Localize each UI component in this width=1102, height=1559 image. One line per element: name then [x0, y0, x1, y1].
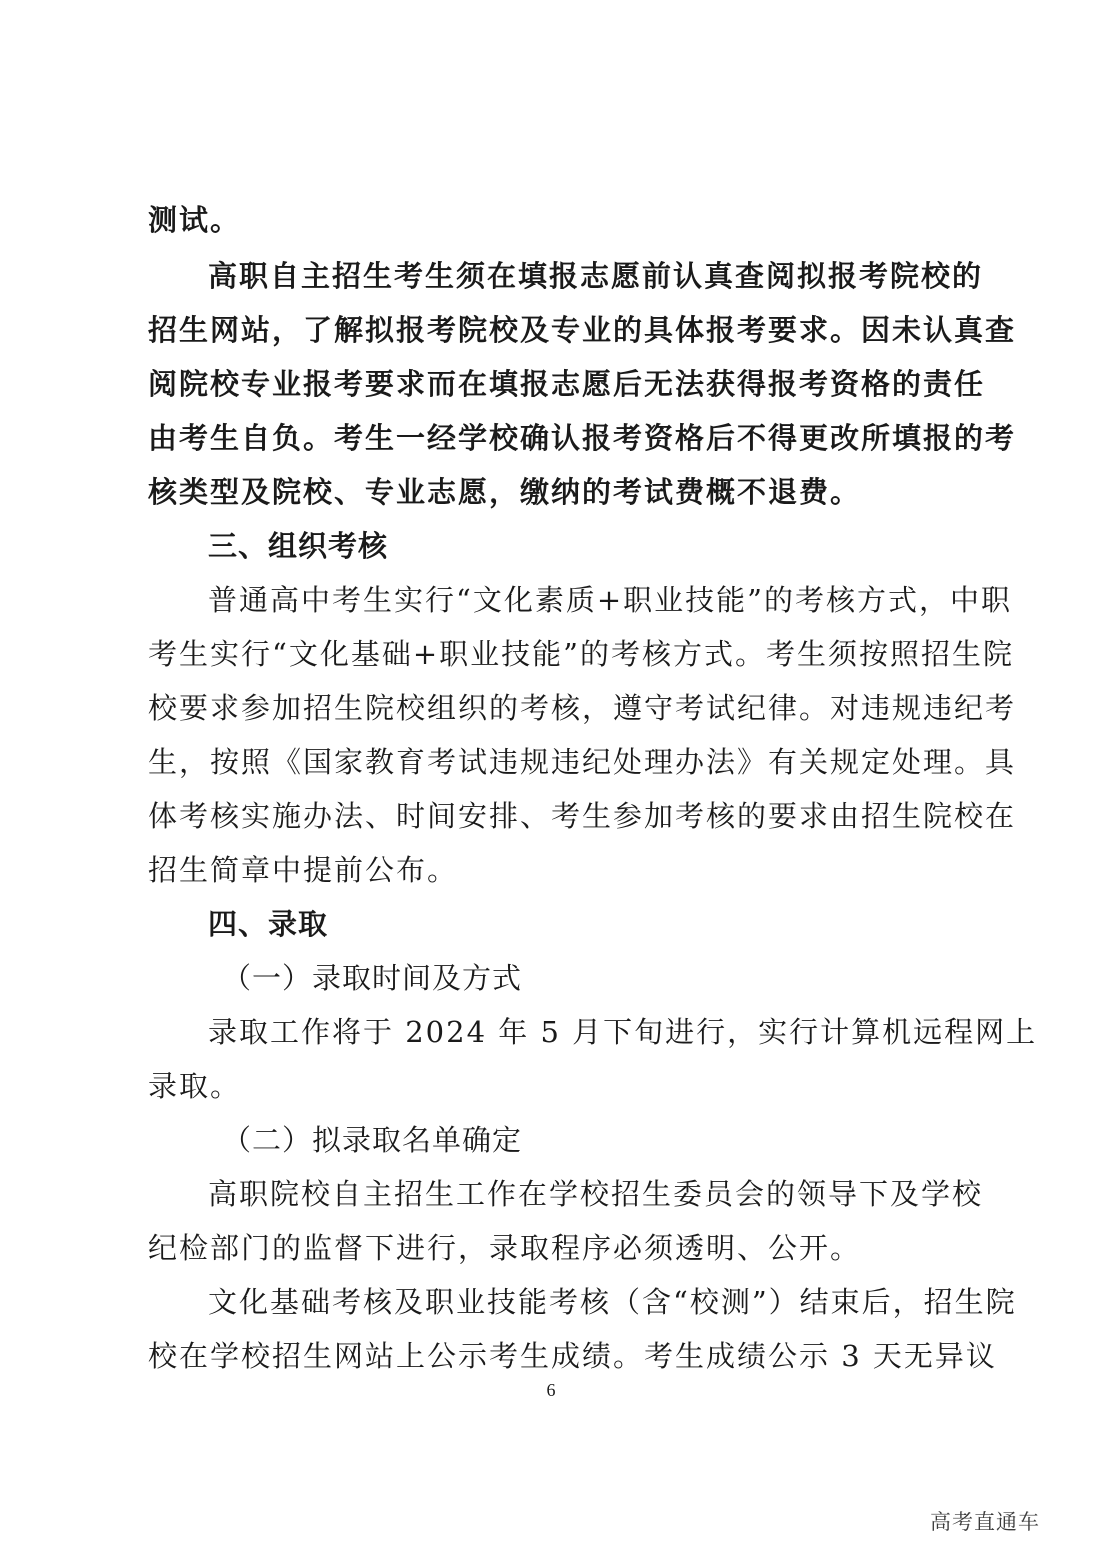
paragraph-line: 测试。: [148, 203, 242, 237]
subsection-heading: （一）录取时间及方式: [222, 961, 523, 995]
paragraph-line: 普通高中考生实行“文化素质+职业技能”的考核方式，中职: [208, 583, 1012, 617]
paragraph-line: 高职院校自主招生工作在学校招生委员会的领导下及学校: [208, 1177, 984, 1211]
subsection-heading: （二）拟录取名单确定: [222, 1123, 523, 1157]
page-number: 6: [546, 1380, 556, 1400]
paragraph-line: 校在学校招生网站上公示考生成绩。考生成绩公示 3 天无异议: [148, 1339, 997, 1373]
paragraph-line: 纪检部门的监督下进行，录取程序必须透明、公开。: [148, 1231, 862, 1265]
watermark-text: 高考直通车: [930, 1510, 1040, 1534]
section-heading: 三、组织考核: [208, 529, 389, 563]
paragraph-line: 由考生自负。考生一经学校确认报考资格后不得更改所填报的考: [148, 421, 1017, 455]
paragraph-line: 文化基础考核及职业技能考核（含“校测”）结束后，招生院: [208, 1285, 1017, 1319]
paragraph-line: 生，按照《国家教育考试违规违纪处理办法》有关规定处理。具: [148, 745, 1017, 779]
section-heading: 四、录取: [208, 907, 329, 941]
paragraph-line: 体考核实施办法、时间安排、考生参加考核的要求由招生院校在: [148, 799, 1017, 833]
paragraph-line: 核类型及院校、专业志愿，缴纳的考试费概不退费。: [148, 475, 862, 509]
paragraph-line: 阅院校专业报考要求而在填报志愿后无法获得报考资格的责任: [148, 367, 986, 401]
paragraph-line: 考生实行“文化基础+职业技能”的考核方式。考生须按照招生院: [148, 637, 1014, 671]
paragraph-line: 高职自主招生考生须在填报志愿前认真查阅拟报考院校的: [208, 259, 984, 293]
paragraph-line: 校要求参加招生院校组织的考核，遵守考试纪律。对违规违纪考: [148, 691, 1017, 725]
paragraph-line: 录取工作将于 2024 年 5 月下旬进行，实行计算机远程网上: [208, 1015, 1038, 1049]
paragraph-line: 录取。: [148, 1069, 242, 1103]
paragraph-line: 招生网站，了解拟报考院校及专业的具体报考要求。因未认真查: [148, 313, 1017, 347]
paragraph-line: 招生简章中提前公布。: [148, 853, 459, 887]
